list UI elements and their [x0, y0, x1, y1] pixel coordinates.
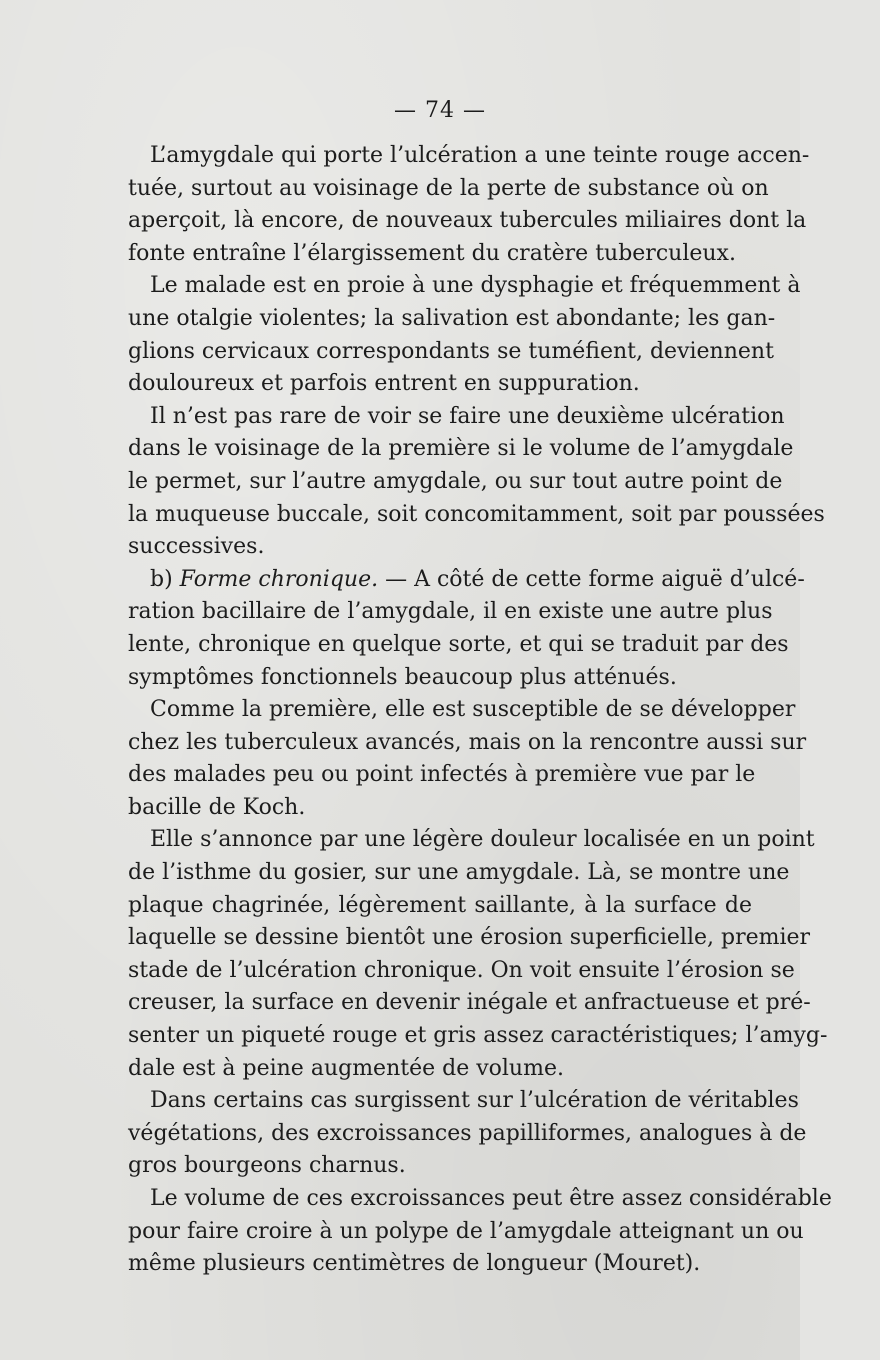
text-line: Le volume de ces excroissances peut être assez considérable	[150, 1186, 832, 1211]
text-line: tuée, surtout au voisinage de la perte de substance où on	[128, 175, 769, 201]
text-line: fonte entraîne l’élargissement du cratère tuberculeux.	[128, 240, 736, 266]
text-line: pour faire croire à un polype de l’amygdale atteignant un ou	[128, 1218, 804, 1244]
text-line: dans le voisinage de la première si le volume de l’amygdale	[128, 436, 794, 462]
text-line: gros bourgeons charnus.	[128, 1153, 406, 1179]
text-line: laquelle se dessine bientôt une érosion superficielle, premier	[128, 925, 811, 951]
text-line: successives.	[128, 534, 265, 560]
text-line: lente, chronique en quelque sorte, et qui se traduit par des	[128, 631, 789, 657]
text-line: senter un piqueté rouge et gris assez caractéristiques; l’amyg-	[128, 1023, 828, 1049]
text-line: des malades peu ou point infectés à première vue par le	[128, 762, 756, 788]
section-heading: Forme chronique.	[179, 566, 379, 592]
text-line: dale est à peine augmentée de volume.	[128, 1055, 564, 1081]
text-line: Il n’est pas rare de voir se faire une deuxième ulcération	[150, 403, 785, 429]
text-line: Le malade est en proie à une dysphagie et fréquemment à	[150, 273, 801, 299]
text-line	[128, 564, 805, 597]
text-line: chez les tuberculeux avancés, mais on la rencontre aussi sur	[128, 729, 807, 755]
text-line: douloureux et parfois entrent en suppuration.	[128, 371, 640, 397]
line-text: — A côté de cette forme aiguë d’ulcé-	[378, 566, 805, 592]
page-number: — 74 —	[394, 98, 486, 123]
text-line: stade de l’ulcération chronique. On voit ensuite l’érosion se	[128, 957, 795, 983]
text-line: végétations, des excroissances papilliformes, analogues à de	[128, 1120, 807, 1146]
text-line: la muqueuse buccale, soit concomitamment, soit par poussées	[128, 501, 825, 527]
text-line: Dans certains cas surgissent sur l’ulcération de véritables	[150, 1088, 799, 1114]
text-line: de l’isthme du gosier, sur une amygdale. Là, se montre une	[128, 860, 790, 886]
section-marker: b)	[150, 566, 180, 592]
text-line: symptômes fonctionnels beaucoup plus atténués.	[128, 664, 677, 690]
text-line: Comme la première, elle est susceptible de se développer	[150, 697, 796, 723]
text-line: glions cervicaux correspondants se tuméfient, deviennent	[128, 338, 774, 364]
text-line: le permet, sur l’autre amygdale, ou sur tout autre point de	[128, 468, 783, 494]
text-line: ration bacillaire de l’amygdale, il en existe une autre plus	[128, 599, 773, 625]
text-line: une otalgie violentes; la salivation est abondante; les gan-	[128, 305, 776, 331]
text-line: L’amygdale qui porte l’ulcération a une teinte rouge accen-	[150, 143, 810, 168]
text-line: plaque chagrinée, légèrement saillante, à la surface de	[128, 892, 752, 918]
text-line: même plusieurs centimètres de longueur (Mouret).	[128, 1251, 701, 1277]
text-line: aperçoit, là encore, de nouveaux tubercules miliaires dont la	[128, 208, 807, 234]
text-line: Elle s’annonce par une légère douleur localisée en un point	[150, 827, 815, 853]
text-line: creuser, la surface en devenir inégale et anfractueuse et pré-	[128, 990, 811, 1016]
body-text	[128, 140, 832, 1281]
text-line: bacille de Koch.	[128, 794, 306, 820]
